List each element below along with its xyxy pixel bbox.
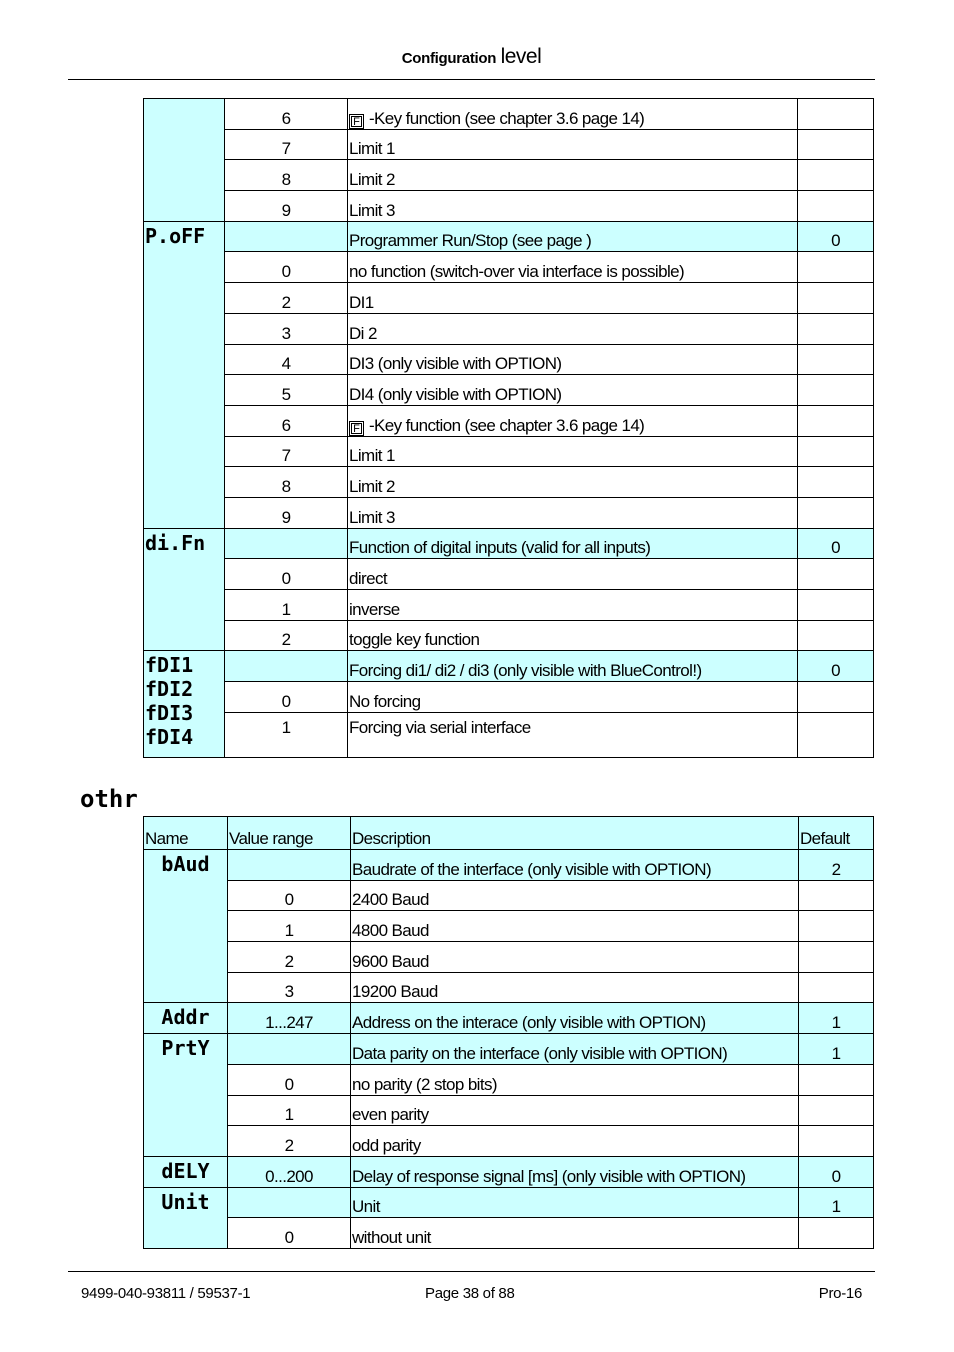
page-footer (68, 1271, 875, 1312)
value-cell: 8 (225, 160, 348, 191)
value-cell: 3 (225, 313, 348, 344)
parameter-name-line: PrtY (161, 1036, 210, 1061)
value-cell: 8 (225, 467, 348, 498)
description-text: Forcing via serial interface (349, 717, 531, 737)
value-cell: 5 (225, 375, 348, 406)
description-text: Function of digital inputs (valid for all inputs) (349, 538, 651, 558)
description-text: Unit (352, 1197, 380, 1217)
default-cell (798, 682, 874, 713)
description-cell (351, 1034, 799, 1065)
description-cell (348, 682, 798, 713)
default-cell (799, 942, 874, 973)
description-cell (348, 221, 798, 252)
parameter-name-line: fDI3 (145, 701, 194, 726)
value-cell (228, 850, 351, 881)
default-cell (798, 405, 874, 436)
table-row (144, 712, 874, 757)
parameter-name-line: fDI4 (145, 725, 194, 750)
parameter-name (144, 99, 225, 222)
value-cell (225, 651, 348, 682)
parameter-name (144, 1034, 228, 1157)
default-cell (798, 467, 874, 498)
table-row (144, 160, 874, 191)
description-text: Address on the interace (only visible with OPTION) (352, 1013, 706, 1033)
description-cell (348, 252, 798, 283)
default-cell (799, 1064, 874, 1095)
description-cell (348, 375, 798, 406)
default-cell: 2 (799, 850, 874, 881)
default-cell (798, 160, 874, 191)
page-number: Page 38 of 88 (425, 1285, 515, 1302)
header-description: Description (351, 817, 799, 850)
value-cell: 9 (225, 497, 348, 528)
table-row (144, 1187, 874, 1218)
description-cell (348, 712, 798, 757)
parameter-name (144, 1156, 228, 1187)
document-number: 9499-040-93811 / 59537-1 (81, 1285, 251, 1302)
parameter-name (144, 1003, 228, 1034)
default-cell: 0 (798, 221, 874, 252)
description-text: no function (switch-over via interface is possible) (349, 262, 685, 282)
table-row (144, 129, 874, 160)
description-cell (348, 528, 798, 559)
parameter-name-line: Addr (161, 1005, 210, 1030)
description-text: -Key function (see chapter 3.6 page 14) (369, 108, 645, 128)
table-row (144, 99, 874, 130)
table-row (144, 1064, 874, 1095)
table-row (144, 850, 874, 881)
table-row (144, 344, 874, 375)
default-cell (798, 283, 874, 314)
description-cell (351, 1126, 799, 1157)
table-row (144, 252, 874, 283)
default-cell (798, 344, 874, 375)
table-row (144, 1218, 874, 1249)
value-cell: 0 (225, 252, 348, 283)
parameter-name-line: dELY (161, 1158, 210, 1183)
table-row (144, 497, 874, 528)
description-text: No forcing (349, 691, 421, 711)
value-cell (228, 1034, 351, 1065)
description-text: no parity (2 stop bits) (352, 1074, 497, 1094)
header-value-range: Value range (228, 817, 351, 850)
description-text: toggle key function (349, 630, 480, 650)
description-text: Limit 2 (349, 170, 395, 190)
table-row (144, 405, 874, 436)
default-cell (798, 99, 874, 130)
parameter-name (144, 221, 225, 528)
value-cell: 6 (225, 99, 348, 130)
value-cell: 7 (225, 436, 348, 467)
table-row (144, 467, 874, 498)
table-row (144, 1034, 874, 1065)
table-row (144, 911, 874, 942)
parameter-name-line: Unit (161, 1189, 210, 1214)
table-row (144, 620, 874, 651)
default-cell: 1 (799, 1187, 874, 1218)
table-row (144, 1095, 874, 1126)
value-cell: 3 (228, 972, 351, 1003)
default-cell: 1 (799, 1034, 874, 1065)
value-cell: 1 (225, 590, 348, 621)
default-cell (798, 375, 874, 406)
description-text: 4800 Baud (352, 921, 429, 941)
table-row (144, 651, 874, 682)
value-cell: 2 (228, 1126, 351, 1157)
description-text: without unit (352, 1227, 431, 1247)
description-text: Baudrate of the interface (only visible with OPTION) (352, 859, 712, 879)
table-row (144, 942, 874, 973)
default-cell: 0 (798, 651, 874, 682)
value-cell: 2 (225, 620, 348, 651)
table-header-row (144, 817, 874, 850)
value-cell: 1...247 (228, 1003, 351, 1034)
description-cell (351, 1064, 799, 1095)
table-row (144, 528, 874, 559)
description-cell (348, 436, 798, 467)
description-text: Limit 2 (349, 476, 395, 496)
value-cell: 0 (228, 1064, 351, 1095)
description-cell (348, 160, 798, 191)
description-cell (348, 497, 798, 528)
value-cell: 1 (225, 712, 348, 757)
default-cell (799, 1095, 874, 1126)
description-text: DI1 (349, 292, 374, 312)
description-cell (348, 344, 798, 375)
header-bold-text: Configuration (401, 50, 497, 67)
description-cell (351, 942, 799, 973)
description-cell (348, 99, 798, 130)
value-cell: 7 (225, 129, 348, 160)
table-row (144, 880, 874, 911)
default-cell (798, 712, 874, 757)
table-row (144, 559, 874, 590)
default-cell (798, 497, 874, 528)
value-cell: 0...200 (228, 1156, 351, 1187)
default-cell (798, 590, 874, 621)
description-cell (351, 1187, 799, 1218)
description-text: Limit 1 (349, 139, 395, 159)
description-text: Limit 3 (349, 200, 395, 220)
parameter-name (144, 850, 228, 1003)
default-cell: 0 (799, 1156, 874, 1187)
description-cell (351, 1218, 799, 1249)
header-normal-text: level (500, 45, 542, 68)
description-text: Di 2 (349, 323, 377, 343)
description-cell (348, 313, 798, 344)
description-text: inverse (349, 599, 400, 619)
value-cell: 0 (228, 1218, 351, 1249)
table-row (144, 1156, 874, 1187)
default-cell (798, 559, 874, 590)
default-cell (798, 129, 874, 160)
f-key-icon: F (349, 114, 364, 129)
value-cell: 2 (225, 283, 348, 314)
config-table-2 (143, 816, 874, 1249)
default-cell (798, 252, 874, 283)
value-cell: 1 (228, 1095, 351, 1126)
description-text: odd parity (352, 1135, 421, 1155)
default-cell (798, 436, 874, 467)
table-row (144, 1003, 874, 1034)
table-row (144, 313, 874, 344)
description-cell (348, 129, 798, 160)
table-row (144, 1126, 874, 1157)
description-cell (351, 1095, 799, 1126)
parameter-name (144, 1187, 228, 1248)
description-text: DI4 (only visible with OPTION) (349, 384, 562, 404)
description-text: DI3 (only visible with OPTION) (349, 354, 562, 374)
description-text: Limit 1 (349, 446, 395, 466)
description-cell (348, 559, 798, 590)
description-cell (348, 283, 798, 314)
table-row (144, 191, 874, 222)
description-text: 2400 Baud (352, 890, 429, 910)
table-row (144, 221, 874, 252)
parameter-name-line: fDI2 (145, 677, 194, 702)
description-text: Forcing di1/ di2 / di3 (only visible with BlueControl!) (349, 661, 702, 681)
page-header (68, 42, 875, 80)
value-cell (225, 528, 348, 559)
section-title-othr: othr (80, 785, 138, 813)
default-cell: 1 (799, 1003, 874, 1034)
config-table-1 (143, 98, 874, 758)
description-cell (351, 850, 799, 881)
description-text: Limit 3 (349, 507, 395, 527)
description-text: -Key function (see chapter 3.6 page 14) (369, 415, 645, 435)
default-cell (799, 911, 874, 942)
default-cell: 0 (798, 528, 874, 559)
description-text: Data parity on the interface (only visible with OPTION) (352, 1043, 728, 1063)
description-cell (348, 467, 798, 498)
table-row (144, 436, 874, 467)
description-cell (348, 620, 798, 651)
description-text: direct (349, 569, 387, 588)
default-cell (799, 972, 874, 1003)
description-cell (348, 405, 798, 436)
table-row (144, 375, 874, 406)
default-cell (798, 620, 874, 651)
description-cell (351, 880, 799, 911)
description-cell (351, 1156, 799, 1187)
parameter-name (144, 651, 225, 757)
value-cell: 4 (225, 344, 348, 375)
default-cell (799, 1218, 874, 1249)
description-text: even parity (352, 1105, 429, 1125)
value-cell: 6 (225, 405, 348, 436)
value-cell: 1 (228, 911, 351, 942)
default-cell (798, 313, 874, 344)
description-cell (348, 191, 798, 222)
description-cell (348, 651, 798, 682)
description-cell (348, 590, 798, 621)
description-text: 9600 Baud (352, 951, 429, 971)
description-text: Delay of response signal [ms] (only visible with OPTION) (352, 1166, 746, 1186)
parameter-name-line: bAud (161, 852, 210, 876)
description-cell (351, 1003, 799, 1034)
f-key-icon: F (349, 421, 364, 436)
value-cell: 9 (225, 191, 348, 222)
value-cell: 0 (228, 880, 351, 911)
value-cell (225, 221, 348, 252)
description-text: 19200 Baud (352, 982, 438, 1002)
description-cell (351, 911, 799, 942)
value-cell: 0 (225, 682, 348, 713)
description-text: Programmer Run/Stop (see page ) (349, 231, 592, 251)
value-cell: 0 (225, 559, 348, 590)
parameter-name-line: di.Fn (145, 530, 206, 555)
table-row (144, 682, 874, 713)
default-cell (799, 880, 874, 911)
header-default: Default (799, 817, 874, 850)
header-name: Name (144, 817, 228, 850)
parameter-name-line: fDI1 (145, 653, 194, 678)
value-cell: 2 (228, 942, 351, 973)
table-row (144, 590, 874, 621)
table-row (144, 283, 874, 314)
parameter-name-line: P.oFF (145, 223, 206, 248)
value-cell (228, 1187, 351, 1218)
default-cell (798, 191, 874, 222)
product-name: Pro-16 (818, 1285, 862, 1302)
table-row (144, 972, 874, 1003)
default-cell (799, 1126, 874, 1157)
parameter-name (144, 528, 225, 651)
description-cell (351, 972, 799, 1003)
